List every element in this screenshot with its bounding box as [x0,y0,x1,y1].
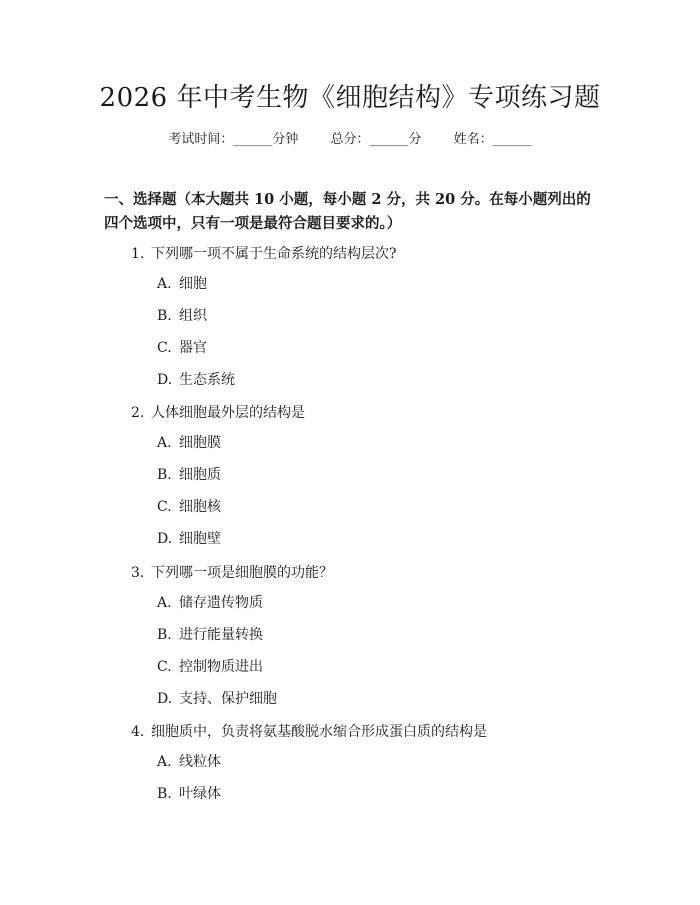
option-letter: D. [157,691,173,707]
option-4-b [157,784,221,804]
option-2-d [157,529,221,549]
option-4-a [157,752,221,772]
option-3-b [157,625,263,645]
question-2 [131,403,305,423]
option-letter: A. [157,435,172,451]
option-text: 器官 [179,340,207,356]
name-label: 姓名：______ [453,132,532,147]
option-letter: C. [157,659,172,675]
option-text: 细胞膜 [179,435,221,451]
option-2-a [157,433,221,453]
time-label: 考试时间：______分钟 [168,132,299,147]
option-letter: D. [157,372,173,388]
option-text: 支持、保护细胞 [179,691,277,707]
option-letter: B. [157,627,172,643]
option-text: 细胞壁 [179,531,221,547]
option-letter: B. [157,308,172,324]
exam-title: 2026 年中考生物《细胞结构》专项练习题 [99,83,601,113]
option-letter: A. [157,754,172,770]
question-1 [131,244,397,264]
score-label: 总分：______分 [330,132,422,147]
option-1-c [157,338,207,358]
option-3-a [157,593,263,613]
option-3-d [157,689,277,709]
option-text: 储存遗传物质 [179,595,263,611]
option-text: 叶绿体 [179,786,221,802]
option-letter: C. [157,499,172,515]
option-text: 细胞质 [179,467,221,483]
question-number: 2. [131,405,145,421]
question-3 [131,563,333,583]
option-1-b [157,306,207,326]
section-heading: 一、选择题（本大题共 10 小题，每小题 2 分，共 20 分。在每小题列出的四个选项中，只有一项是最符合题目要求的。） [104,191,591,232]
option-3-c [157,657,263,677]
option-letter: B. [157,467,172,483]
option-text: 进行能量转换 [179,627,263,643]
question-number: 3. [131,565,145,581]
question-number: 4. [131,724,145,740]
option-text: 生态系统 [179,372,235,388]
option-text: 组织 [179,308,207,324]
option-text: 细胞 [179,276,207,292]
option-text: 细胞核 [179,499,221,515]
question-text: 下列哪一项不属于生命系统的结构层次? [151,246,397,262]
question-text: 下列哪一项是细胞膜的功能？ [151,565,333,581]
option-1-a [157,274,207,294]
option-letter: B. [157,786,172,802]
option-text: 控制物质进出 [179,659,263,675]
question-4 [131,722,487,742]
question-text: 人体细胞最外层的结构是 [151,405,305,421]
option-letter: A. [157,276,172,292]
option-letter: D. [157,531,173,547]
option-text: 线粒体 [179,754,221,770]
option-2-b [157,465,221,485]
option-2-c [157,497,221,517]
question-text: 细胞质中，负责将氨基酸脱水缩合形成蛋白质的结构是 [151,724,487,740]
option-1-d [157,370,235,390]
question-number: 1. [131,246,145,262]
option-letter: A. [157,595,172,611]
option-letter: C. [157,340,172,356]
